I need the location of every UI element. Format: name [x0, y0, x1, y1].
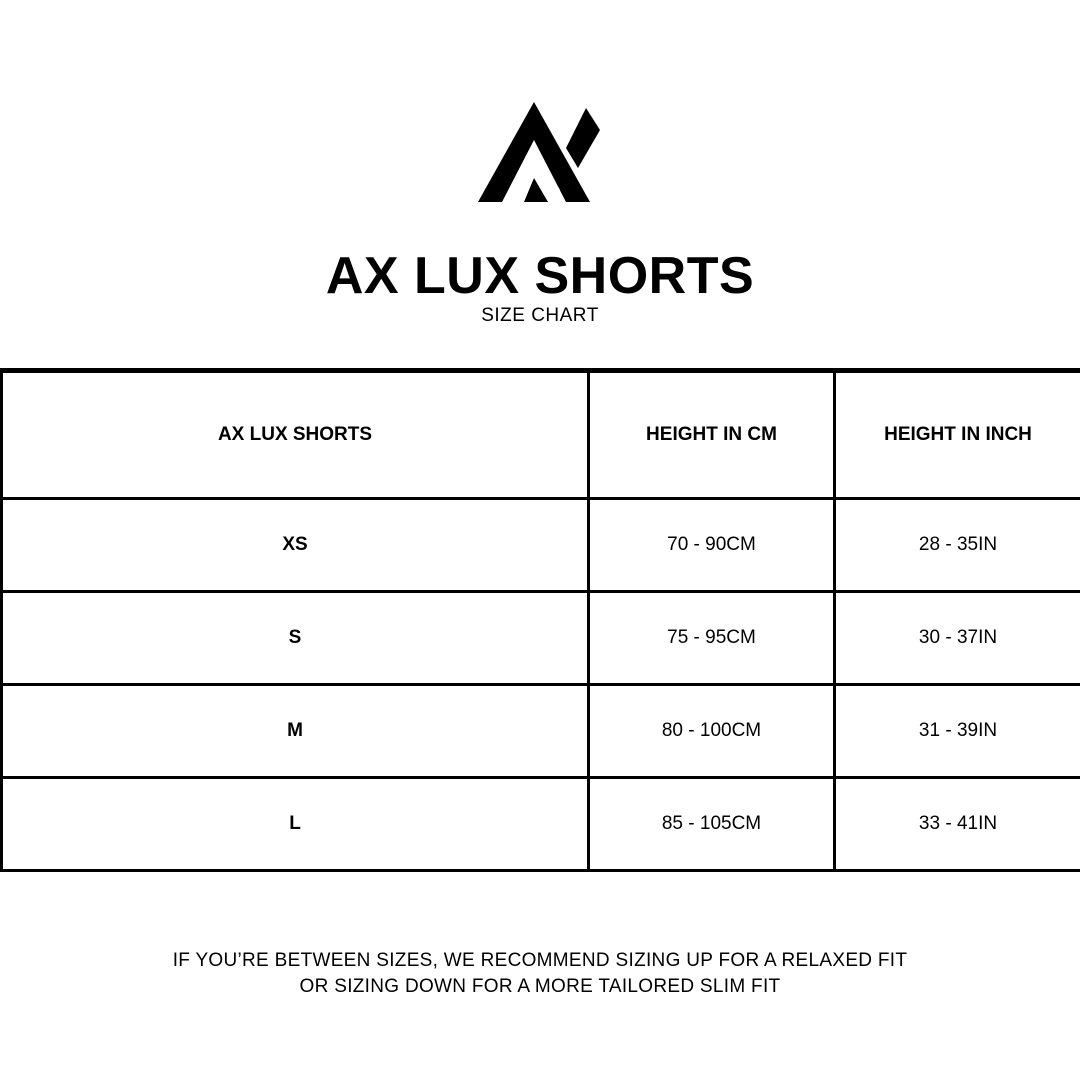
table-header-row	[2, 371, 1080, 499]
table-row	[2, 685, 1080, 778]
table-row	[2, 778, 1080, 871]
page-title: AX LUX SHORTS	[325, 247, 755, 305]
sizing-note-line-2: OR SIZING DOWN FOR A MORE TAILORED SLIM FIT	[299, 976, 781, 997]
cm-cell: 80 - 100CM	[589, 685, 835, 778]
size-cell: L	[2, 778, 589, 871]
cm-cell: 75 - 95CM	[589, 592, 835, 685]
inch-cell: 31 - 39IN	[835, 685, 1080, 778]
cm-cell: 85 - 105CM	[589, 778, 835, 871]
inch-cell: 30 - 37IN	[835, 592, 1080, 685]
inch-cell: 28 - 35IN	[835, 499, 1080, 592]
size-chart-table	[0, 368, 1080, 872]
cm-cell: 70 - 90CM	[589, 499, 835, 592]
header-product: AX LUX SHORTS	[2, 371, 589, 499]
ax-logo-icon	[476, 100, 604, 206]
page-subtitle: SIZE CHART	[481, 305, 599, 326]
size-cell: M	[2, 685, 589, 778]
size-cell: S	[2, 592, 589, 685]
sizing-note-line-1: IF YOU’RE BETWEEN SIZES, WE RECOMMEND SIZING UP FOR A RELAXED FIT	[172, 950, 908, 971]
table-row	[2, 499, 1080, 592]
inch-cell: 33 - 41IN	[835, 778, 1080, 871]
sizing-note	[0, 948, 1080, 1000]
size-cell: XS	[2, 499, 589, 592]
header-height-inch: HEIGHT IN INCH	[835, 371, 1080, 499]
header-height-cm: HEIGHT IN CM	[589, 371, 835, 499]
table-row	[2, 592, 1080, 685]
